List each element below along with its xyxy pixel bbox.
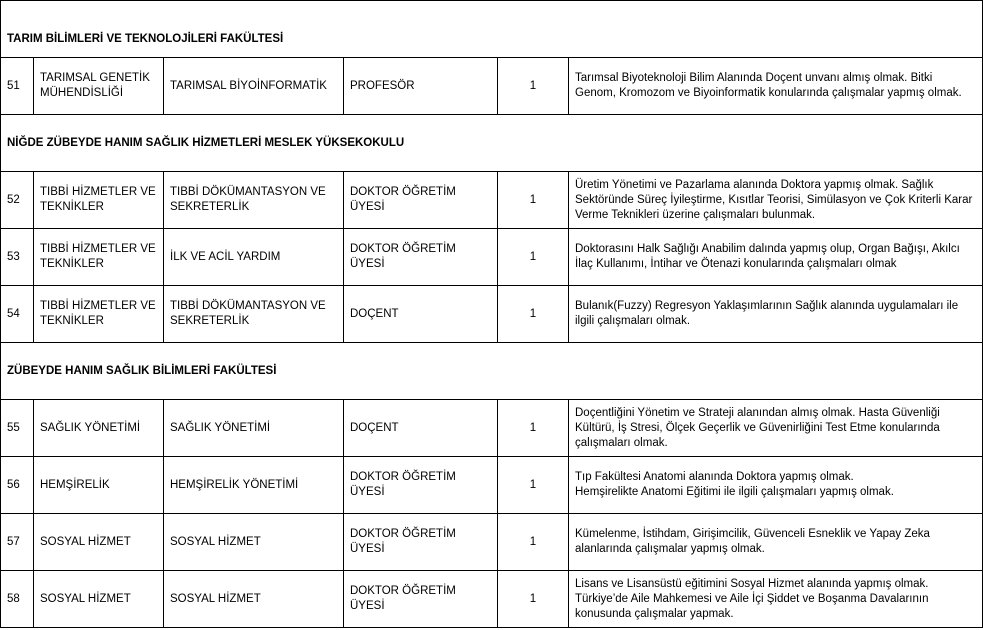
program-cell: TIBBİ DÖKÜMANTASYON VE SEKRETERLİK [164,286,344,343]
department-cell: TIBBİ HİZMETLER VE TEKNİKLER [34,286,164,343]
academic-title-cell: DOKTOR ÖĞRETİM ÜYESİ [344,229,498,286]
department-cell: TIBBİ HİZMETLER VE TEKNİKLER [34,172,164,229]
requirements-cell: Doktorasını Halk Sağlığı Anabilim dalında yapmış olup, Organ Bağışı, Akılcı İlaç Kullanımı, İntihar ve Ötenazi konularında çalışmaları olmak [569,229,983,286]
row-number-cell: 52 [1,172,34,229]
program-cell: SOSYAL HİZMET [164,571,344,628]
table-row [1,58,983,115]
table-row [1,286,983,343]
requirements-cell: Bulanık(Fuzzy) Regresyon Yaklaşımlarının Sağlık alanında uygulamaları ile ilgili çalışmaları olmak. [569,286,983,343]
position-count-cell: 1 [498,457,569,514]
department-cell: HEMŞİRELİK [34,457,164,514]
requirements-cell: Kümelenme, İstihdam, Girişimcilik, Güvenceli Esneklik ve Yapay Zeka alanlarında çalışmalar yapmış olmak. [569,514,983,571]
table-row [1,400,983,457]
row-number-cell: 58 [1,571,34,628]
academic-title-cell: DOÇENT [344,400,498,457]
row-number-cell: 56 [1,457,34,514]
row-number-cell: 53 [1,229,34,286]
table-row [1,457,983,514]
section-header-row [1,115,983,172]
academic-title-cell: DOÇENT [344,286,498,343]
requirements-cell: Tarımsal Biyoteknoloji Bilim Alanında Doçent unvanı almış olmak. Bitki Genom, Kromozom ve Biyoinformatik konularında çalışmalar yapmış olmak. [569,58,983,115]
requirements-cell: Doçentliğini Yönetim ve Strateji alanından almış olmak. Hasta Güvenliği Kültürü, İş Stresi, Ölçek Geçerlik ve Güvenirliğini Test Etme konularında çalışmaları olmak. [569,400,983,457]
department-cell: SAĞLIK YÖNETİMİ [34,400,164,457]
row-number-cell: 55 [1,400,34,457]
row-number-cell: 51 [1,58,34,115]
program-cell: SAĞLIK YÖNETİMİ [164,400,344,457]
program-cell: TARIMSAL BİYOİNFORMATİK [164,58,344,115]
requirements-cell: Üretim Yönetimi ve Pazarlama alanında Doktora yapmış olmak. Sağlık Sektöründe Süreç İyileştirme, Kısıtlar Teorisi, Simülasyon ve Çok Kriterli Karar Verme Teknikleri üzerine çalışmaları bulunmak. [569,172,983,229]
table-row [1,229,983,286]
section-title: TARIM BİLİMLERİ VE TEKNOLOJİLERİ FAKÜLTESİ [1,1,983,58]
row-number-cell: 57 [1,514,34,571]
section-header-row [1,1,983,58]
academic-title-cell: DOKTOR ÖĞRETİM ÜYESİ [344,514,498,571]
section-title: NİĞDE ZÜBEYDE HANIM SAĞLIK HİZMETLERİ MESLEK YÜKSEKOKULU [1,115,983,172]
department-cell: SOSYAL HİZMET [34,571,164,628]
table-row [1,172,983,229]
table-row [1,571,983,628]
row-number-cell: 54 [1,286,34,343]
program-cell: SOSYAL HİZMET [164,514,344,571]
academic-title-cell: DOKTOR ÖĞRETİM ÜYESİ [344,457,498,514]
department-cell: TARIMSAL GENETİK MÜHENDİSLİĞİ [34,58,164,115]
position-count-cell: 1 [498,229,569,286]
position-count-cell: 1 [498,571,569,628]
position-count-cell: 1 [498,514,569,571]
section-title: ZÜBEYDE HANIM SAĞLIK BİLİMLERİ FAKÜLTESİ [1,343,983,400]
program-cell: TIBBİ DÖKÜMANTASYON VE SEKRETERLİK [164,172,344,229]
requirements-cell: Tıp Fakültesi Anatomi alanında Doktora yapmış olmak. Hemşirelikte Anatomi Eğitimi ile ilgili çalışmaları yapmış olmak. [569,457,983,514]
department-cell: TIBBİ HİZMETLER VE TEKNİKLER [34,229,164,286]
academic-title-cell: PROFESÖR [344,58,498,115]
academic-title-cell: DOKTOR ÖĞRETİM ÜYESİ [344,571,498,628]
position-count-cell: 1 [498,400,569,457]
position-count-cell: 1 [498,58,569,115]
requirements-cell: Lisans ve Lisansüstü eğitimini Sosyal Hizmet alanında yapmış olmak. Türkiye’de Aile Mahkemesi ve Aile İçi Şiddet ve Boşanma Davalarının konusunda çalışmalar yapmak. [569,571,983,628]
table-row [1,514,983,571]
program-cell: HEMŞİRELİK YÖNETİMİ [164,457,344,514]
position-count-cell: 1 [498,172,569,229]
section-header-row [1,343,983,400]
academic-title-cell: DOKTOR ÖĞRETİM ÜYESİ [344,172,498,229]
department-cell: SOSYAL HİZMET [34,514,164,571]
position-count-cell: 1 [498,286,569,343]
program-cell: İLK VE ACİL YARDIM [164,229,344,286]
